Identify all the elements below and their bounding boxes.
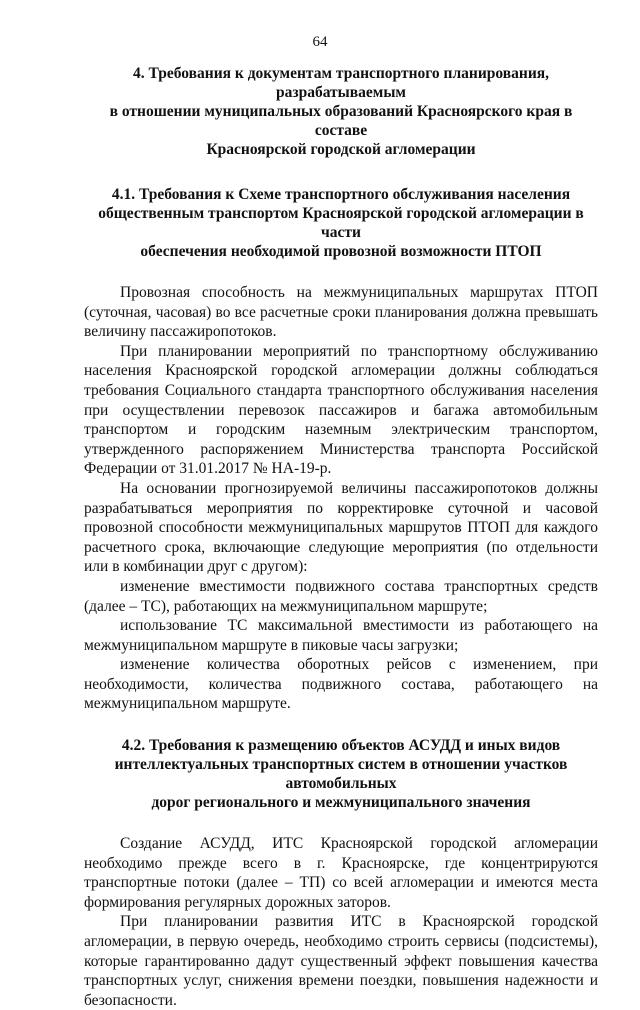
section-4-2-heading-line: интеллектуальных транспортных систем в отношении участков автомобильных (114, 756, 568, 793)
paragraph-asudd-creation: Создание АСУДД, ИТС Красноярской городской агломерации необходимо прежде всего в г. Красноярске, где концентрируются транспортные потоки (далее – ТП) со всей агломерации и имеются места формирования регулярных дорожных заторов. (84, 835, 598, 911)
section-4-heading-line: Красноярской городской агломерации (206, 141, 476, 158)
list-item-vehicle-capacity: изменение вместимости подвижного состава транспортных средств (далее – ТС), работающих на межмуниципальном маршруте; (84, 577, 598, 615)
section-4-heading-line: в отношении муниципальных образований Красноярского края в составе (109, 103, 573, 139)
section-4-1-heading-line: общественным транспортом Красноярской городской агломерации в части (98, 205, 584, 241)
section-4-heading-line: 4. Требования к документам транспортного планирования, разрабатываемым (132, 65, 550, 101)
section-4-2-heading (84, 736, 598, 812)
paragraph-planning-standard: При планировании мероприятий по транспортному обслуживанию населения Красноярской городской агломерации должны соблюдаться требования Социального стандарта транспортного обслуживания населения при осуществлении перевозок пассажиров и багажа автомобильным транспортом и городским наземным электрическим транспортом, утвержденного распоряжением Министерства транспорта Российской Федерации от 31.01.2017 № НА-19-р. (84, 342, 598, 478)
section-4-2-heading-line: 4.2. Требования к размещению объектов АСУДД и иных видов (121, 737, 561, 755)
section-4-2-heading-line: дорог регионального и межмуниципального значения (151, 794, 531, 812)
page-content (84, 64, 598, 1010)
paragraph-forecast-measures: На основании прогнозируемой величины пассажиропотоков должны разрабатываться мероприятия по корректировке суточной и часовой провозной способности межмуниципальных маршрутов ПТОП для каждого расчетного срока, включающие следующие мероприятия (по отдельности или в комбинации друг с другом): (84, 479, 598, 576)
paragraph-its-planning: При планировании развития ИТС в Красноярской городской агломерации, в первую очередь, необходимо строить сервисы (подсистемы), которые гарантированно дадут существенный эффект повышения качества транспортных услуг, снижения времени поездки, повышения надежности и безопасности. (84, 913, 598, 1009)
section-4-heading (84, 64, 598, 159)
list-item-max-capacity-peak: использование ТС максимальной вместимости из работающего на межмуниципальном маршруте в пиковые часы загрузки; (84, 617, 598, 654)
section-4-1-heading-line: обеспечения необходимой провозной возможности ПТОП (140, 243, 542, 260)
paragraph-capacity: Провозная способность на межмуниципальных маршрутах ПТОП (суточная, часовая) во все расчетные сроки планирования должна превышать величину пассажиропотоков. (84, 284, 598, 341)
section-4-1-heading-line: 4.1. Требования к Схеме транспортного обслуживания населения (111, 186, 571, 203)
page-number: 64 (312, 34, 328, 50)
list-item-trip-count: изменение количества оборотных рейсов с изменением, при необходимости, количества подвижного состава, работающего на межмуниципальном маршруте. (84, 656, 598, 713)
section-4-1-heading (84, 185, 598, 261)
